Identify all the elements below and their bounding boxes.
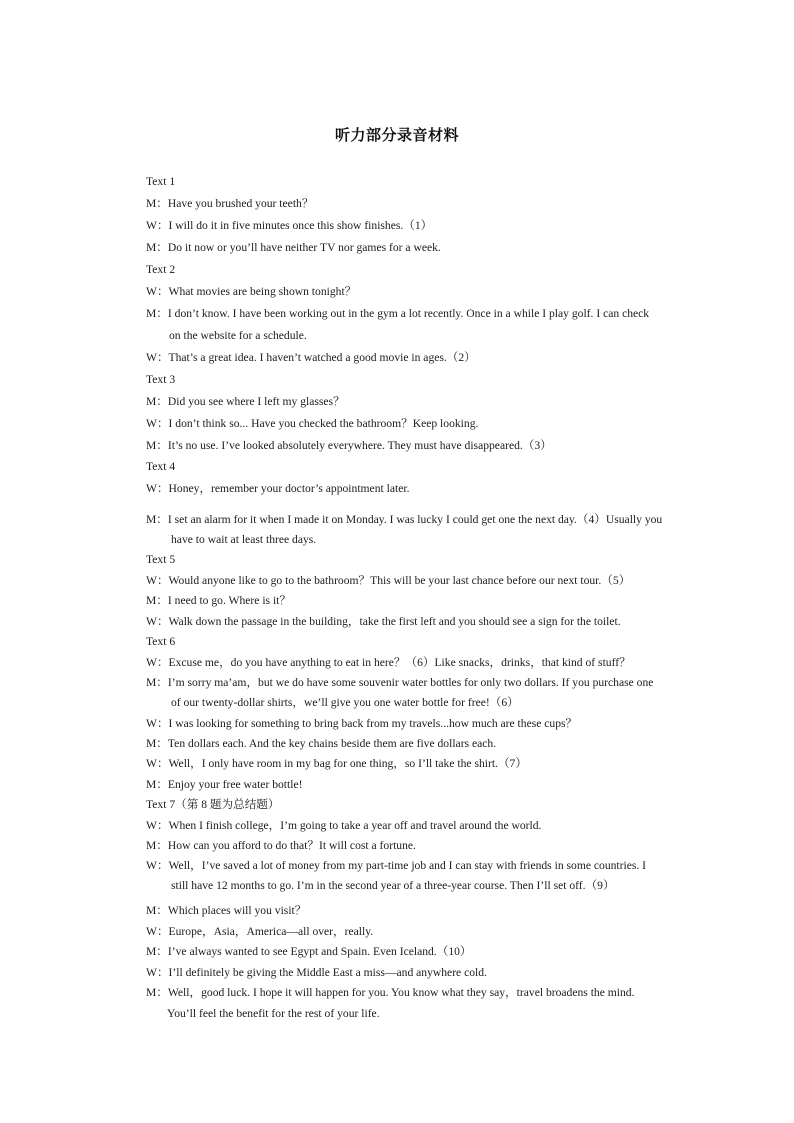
dialogue-line: W：Excuse me，do you have anything to eat in here？（6）Like snacks，drinks，that kind of stuff？ xyxy=(146,656,631,669)
section-heading-text-6: Text 6 xyxy=(146,635,176,648)
section-heading-text-4: Text 4 xyxy=(146,460,176,473)
dialogue-line: W：Honey，remember your doctor’s appointment later. xyxy=(146,482,410,495)
dialogue-line: M：Which places will you visit？ xyxy=(146,904,307,917)
dialogue-line: W：I don’t think so... Have you checked the bathroom？Keep looking. xyxy=(146,417,479,430)
section-heading-text-1: Text 1 xyxy=(146,175,176,188)
page-title: 听力部分录音材料 xyxy=(334,126,459,144)
dialogue-line: W：I’ll definitely be giving the Middle East a miss—and anywhere cold. xyxy=(146,966,487,979)
dialogue-line: W：When I finish college，I’m going to take a year off and travel around the world. xyxy=(146,819,542,832)
dialogue-line-continuation: have to wait at least three days. xyxy=(171,533,317,546)
dialogue-line: W：Europe，Asia，America—all over，really. xyxy=(146,925,374,938)
dialogue-line: M：I’ve always wanted to see Egypt and Spain. Even Iceland.（10） xyxy=(146,945,472,958)
dialogue-line: M：I’m sorry ma’am，but we do have some souvenir water bottles for only two dollars. If you purchase one xyxy=(146,676,654,689)
dialogue-line-continuation: still have 12 months to go. I’m in the second year of a three-year course. Then I’ll set off.（9） xyxy=(171,879,615,892)
dialogue-line: M：I need to go. Where is it？ xyxy=(146,594,292,607)
section-heading-text-5: Text 5 xyxy=(146,553,176,566)
dialogue-line: M：Enjoy your free water bottle! xyxy=(146,778,303,791)
dialogue-line: M：Do it now or you’ll have neither TV nor games for a week. xyxy=(146,241,441,254)
dialogue-line: M：I don’t know. I have been working out in the gym a lot recently. Once in a while I play golf. I can check xyxy=(146,307,650,320)
dialogue-line: W：Walk down the passage in the building，take the first left and you should see a sign for the toilet. xyxy=(146,615,621,628)
dialogue-line: M：It’s no use. I’ve looked absolutely everywhere. They must have disappeared.（3） xyxy=(146,439,552,452)
dialogue-line: M：Well，good luck. I hope it will happen for you. You know what they say，travel broadens the mind. xyxy=(146,986,635,999)
dialogue-line-continuation: You’ll feel the benefit for the rest of your life. xyxy=(167,1007,380,1020)
dialogue-line: W：Well，I’ve saved a lot of money from my part-time job and I can stay with friends in some countries. I xyxy=(146,859,647,872)
section-heading-text-2: Text 2 xyxy=(146,263,176,276)
dialogue-line-continuation: on the website for a schedule. xyxy=(169,329,307,342)
dialogue-line: W：What movies are being shown tonight？ xyxy=(146,285,357,298)
dialogue-line: M：Ten dollars each. And the key chains beside them are five dollars each. xyxy=(146,737,497,750)
dialogue-line: M：Did you see where I left my glasses？ xyxy=(146,395,345,408)
dialogue-line: W：Well，I only have room in my bag for one thing，so I’ll take the shirt.（7） xyxy=(146,757,527,770)
dialogue-line: W：I will do it in five minutes once this show finishes.（1） xyxy=(146,219,433,232)
dialogue-line: M：How can you afford to do that？It will cost a fortune. xyxy=(146,839,416,852)
dialogue-line: M：Have you brushed your teeth？ xyxy=(146,197,314,210)
dialogue-line: M：I set an alarm for it when I made it on Monday. I was lucky I could get one the next day.（4）Usually you xyxy=(146,513,663,526)
section-heading-text-7: Text 7（第 8 题为总结题） xyxy=(146,798,280,811)
section-heading-text-3: Text 3 xyxy=(146,373,176,386)
dialogue-line: W：I was looking for something to bring back from my travels...how much are these cups？ xyxy=(146,717,578,730)
dialogue-line-continuation: of our twenty-dollar shirts，we’ll give you one water bottle for free!（6） xyxy=(171,696,519,709)
dialogue-line: W：Would anyone like to go to the bathroom？This will be your last chance before our next tour.（5） xyxy=(146,574,631,587)
dialogue-line: W：That’s a great idea. I haven’t watched a good movie in ages.（2） xyxy=(146,351,476,364)
